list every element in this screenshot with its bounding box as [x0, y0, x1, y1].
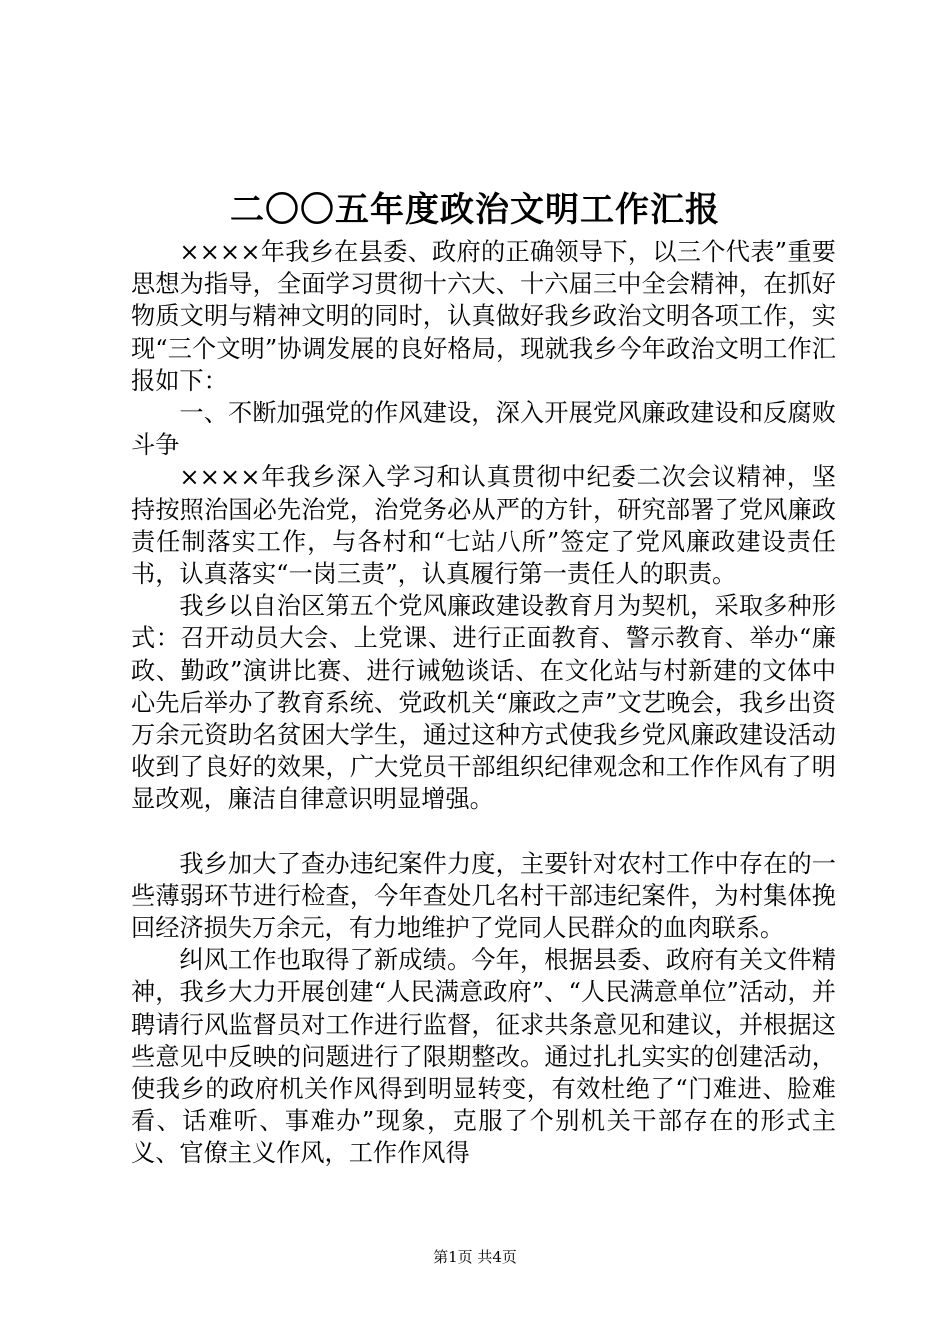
paragraph-responsibility: ××××年我乡深入学习和认真贯彻中纪委二次会议精神，坚持按照治国必先治党，治党务必从严的方针，研究部署了党风廉政责任制落实工作，与各村和“七站八所”签定了党风廉政建设责任书，认真落实“一岗三责”，认真履行第一责任人的职责。 [131, 463, 836, 589]
page-footer: 第1页 共4页 [433, 1248, 517, 1266]
section-heading-1: 一、不断加强党的作风建设，深入开展党风廉政建设和反腐败斗争 [131, 399, 836, 460]
paragraph-rectification: 纠风工作也取得了新成绩。今年，根据县委、政府有关文件精神，我乡大力开展创建“人民满意政府”、“人民满意单位”活动，并聘请行风监督员对工作进行监督，征求共条意见和建议，并根据这些意见中反映的问题进行了限期整改。通过扎扎实实的创建活动，使我乡的政府机关作风得到明显转变，有效杜绝了“门难进、脸难看、话难听、事难办”现象，克服了个别机关干部存在的形式主义、官僚主义作风，工作作风得 [131, 946, 836, 1168]
document-title: 二〇〇五年度政治文明工作汇报 [230, 190, 720, 230]
paragraph-case-investigation: 我乡加大了查办违纪案件力度，主要针对农村工作中存在的一些薄弱环节进行检查，今年查处几名村干部违纪案件，为村集体挽回经济损失万余元，有力地维护了党同人民群众的血肉联系。 [131, 849, 836, 943]
document-body [131, 236, 836, 1170]
paragraph-education-month: 我乡以自治区第五个党风廉政建设教育月为契机，采取多种形式：召开动员大会、上党课、进行正面教育、警示教育、举办“廉政、勤政”演讲比赛、进行诫勉谈话、在文化站与村新建的文体中心先后举办了教育系统、党政机关“廉政之声”文艺晚会，我乡出资万余元资助名贫困大学生，通过这种方式使我乡党风廉政建设活动收到了良好的效果，广大党员干部组织纪律观念和工作作风有了明显改观，廉洁自律意识明显增强。 [131, 592, 836, 814]
paragraph-intro: ××××年我乡在县委、政府的正确领导下，以三个代表”重要思想为指导，全面学习贯彻十六大、十六届三中全会精神，在抓好物质文明与精神文明的同时，认真做好我乡政治文明各项工作，实现“三个文明”协调发展的良好格局，现就我乡今年政治文明工作汇报如下： [131, 238, 836, 395]
